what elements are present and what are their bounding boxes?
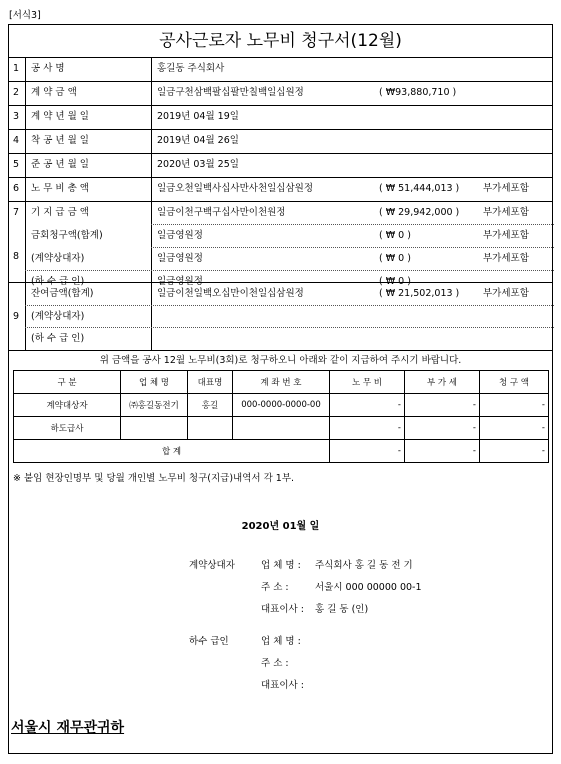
request-text: 위 금액을 공사 12월 노무비(3회)로 청구하오니 아래와 같이 지급하여 주시기 바랍니다. xyxy=(99,355,462,366)
contractor-address: 서울시 000 00000 00-1 xyxy=(315,582,422,593)
claim-date: 2020년 01월 일 xyxy=(241,521,320,532)
row-claim-total: 금회청구액(합계) 일금영원정 ( ₩ 0 ) 부가세포함 xyxy=(31,230,529,241)
contractor-rep: 홍 길 동 (인) xyxy=(315,604,369,615)
row-labor-total: 6 노 무 비 총 액 일금오천일백사십사만사천일십삼원정 ( ₩ 51,444,013 ) 부가세포함 xyxy=(12,183,529,194)
table-row: 계약대상자 ㈜홍길동전기 홍길 000-0000-0000-00 - - - xyxy=(14,394,549,417)
row-contract-amount: 2 계 약 금 액 일금구천삼백팔십팔만칠백일십원정 ( ₩93,880,710 ) xyxy=(12,87,457,98)
form-title: 공사근로자 노무비 청구서(12월) xyxy=(9,25,552,58)
contractor-company: 주식회사 홍 길 동 전 기 xyxy=(315,560,413,571)
row-number-7: 7 xyxy=(12,207,20,218)
row-claim-contractor: (계약상대자) 일금영원정 ( ₩ 0 ) 부가세포함 xyxy=(31,253,529,264)
subcontractor-role: 하수 급인 xyxy=(189,636,229,647)
row-project-name: 1 공 사 명 홍길동 주식회사 xyxy=(12,63,225,74)
payment-table xyxy=(13,370,549,463)
contractor-role: 계약상대자 xyxy=(189,560,235,571)
table-total-row: 합 계 - - - xyxy=(14,440,549,463)
form-label: [서식3] xyxy=(9,10,41,21)
contractor-address-label: 주 소 : xyxy=(261,582,289,593)
subcontractor-company-label: 업 체 명 : xyxy=(261,636,301,647)
contractor-company-label: 업 체 명 : xyxy=(261,560,301,571)
row-number-8: 8 xyxy=(12,251,20,262)
row-start-date: 4 착 공 년 월 일 2019년 04월 26일 xyxy=(12,135,239,146)
row-remaining-contractor: 9 (계약상대자) xyxy=(12,311,85,322)
contractor-rep-label: 대표이사 : xyxy=(261,604,304,615)
row-completion-date: 5 준 공 년 월 일 2020년 03월 25일 xyxy=(12,159,239,170)
attachment-note: ※ 붙임 현장인명부 및 당월 개인별 노무비 청구(지급)내역서 각 1부. xyxy=(13,473,295,484)
addressee: 서울시 재무관귀하 xyxy=(11,720,125,736)
row-remaining-subcontractor: (하 수 급 인) xyxy=(31,333,85,344)
row-contract-date: 3 계 약 년 월 일 2019년 04월 19일 xyxy=(12,111,239,122)
table-header-row: 구 분 업 체 명 대표명 계 좌 번 호 노 무 비 부 가 세 청 구 액 xyxy=(14,371,549,394)
row-paid-amount: 기 지 급 금 액 일금이천구백구십사만이천원정 ( ₩ 29,942,000 ) 부가세포함 xyxy=(31,207,529,218)
table-row: 하도급사 - - - xyxy=(14,417,549,440)
row-remaining-total: 잔여금액(합계) 일금이천일백오십만이천일십삼원정 ( ₩ 21,502,013 ) 부가세포함 xyxy=(31,288,529,299)
subcontractor-address-label: 주 소 : xyxy=(261,658,289,669)
subcontractor-rep-label: 대표이사 : xyxy=(261,680,304,691)
claim-form xyxy=(8,24,553,754)
